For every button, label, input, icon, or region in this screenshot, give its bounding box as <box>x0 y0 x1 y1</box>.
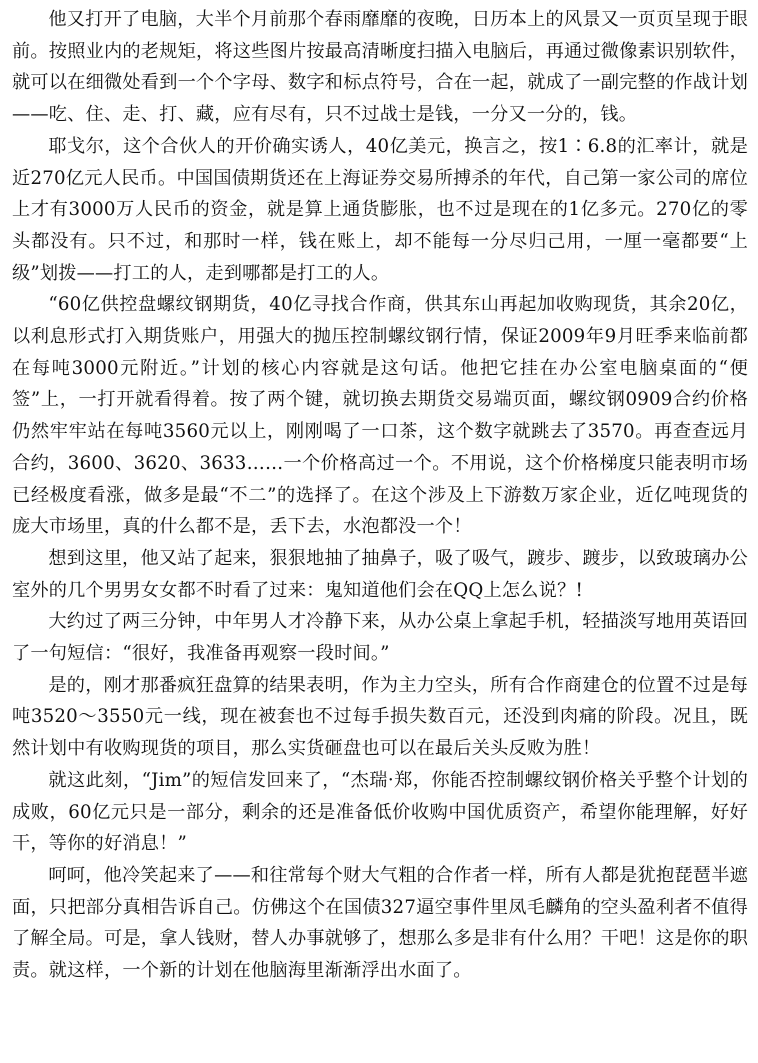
paragraph: 是的，刚才那番疯狂盘算的结果表明，作为主力空头，所有合作商建仓的位置不过是每吨3520～3550元一线，现在被套也不过每手损失数百元，还没到肉痛的阶段。况且，既然计划中有收购现货的项目，那么实货砸盘也可以在最后关头反败为胜！ <box>12 674 748 760</box>
paragraph: 耶戈尔，这个合伙人的开价确实诱人，40亿美元，换言之，按1∶6.8的汇率计，就是近270亿元人民币。中国国债期货还在上海证券交易所搏杀的年代，自己第一家公司的席位上才有3000万人民币的资金，就是算上通货膨胀，也不过是现在的1亿多元。270亿的零头都没有。只不过，和那时一样，钱在账上，却不能每一分尽归己用，一厘一毫都要“上级”划拨——打工的人，走到哪都是打工的人。 <box>12 135 748 284</box>
paragraph: “60亿供控盘螺纹钢期货，40亿寻找合作商，供其东山再起加收购现货，其余20亿，以利息形式打入期货账户，用强大的抛压控制螺纹钢行情，保证2009年9月旺季来临前都在每吨3000元附近。”计划的核心内容就是这句话。他把它挂在办公室电脑桌面的“便签”上，一打开就看得着。按了两个键，就切换去期货交易端页面，螺纹钢0909合约价格仍然牢牢站在每吨3560元以上，刚刚喝了一口茶，这个数字就跳去了3570。再查查远月合约，3600、3620、3633……一个价格高过一个。不用说，这个价格梯度只能表明市场已经极度看涨，做多是最“不二”的选择了。在这个涉及上下游数万家企业，近亿吨现货的庞大市场里，真的什么都不是，丢下去，水泡都没一个！ <box>12 294 748 538</box>
paragraph: 他又打开了电脑，大半个月前那个春雨靡靡的夜晚，日历本上的风景又一页页呈现于眼前。按照业内的老规矩，将这些图片按最高清晰度扫描入电脑后，再通过微像素识别软件，就可以在细微处看到一个个字母、数字和标点符号，合在一起，就成了一副完整的作战计划——吃、住、走、打、藏，应有尽有，只不过战士是钱，一分又一分的，钱。 <box>12 9 748 126</box>
paragraph: 就这此刻，“Jim”的短信发回来了，“杰瑞·郑，你能否控制螺纹钢价格关乎整个计划的成败，60亿元只是一部分，剩余的还是准备低价收购中国优质资产，希望你能理解，好好干，等你的好消息！” <box>12 769 748 855</box>
paragraph: 大约过了两三分钟，中年男人才冷静下来，从办公桌上拿起手机，轻描淡写地用英语回了一句短信：“很好，我准备再观察一段时间。” <box>12 611 748 665</box>
paragraph: 呵呵，他冷笑起来了——和往常每个财大气粗的合作者一样，所有人都是犹抱琵琶半遮面，只把部分真相告诉自己。仿佛这个在国债327逼空事件里凤毛麟角的空头盈利者不值得了解全局。可是，拿人钱财，替人办事就够了，想那么多是非有什么用？干吧！这是你的职责。就这样，一个新的计划在他脑海里渐渐浮出水面了。 <box>12 864 748 982</box>
paragraph: 想到这里，他又站了起来，狠狠地抽了抽鼻子，吸了吸气，踱步、踱步，以致玻璃办公室外的几个男男女女都不时看了过来：鬼知道他们会在QQ上怎么说？! <box>12 547 748 601</box>
